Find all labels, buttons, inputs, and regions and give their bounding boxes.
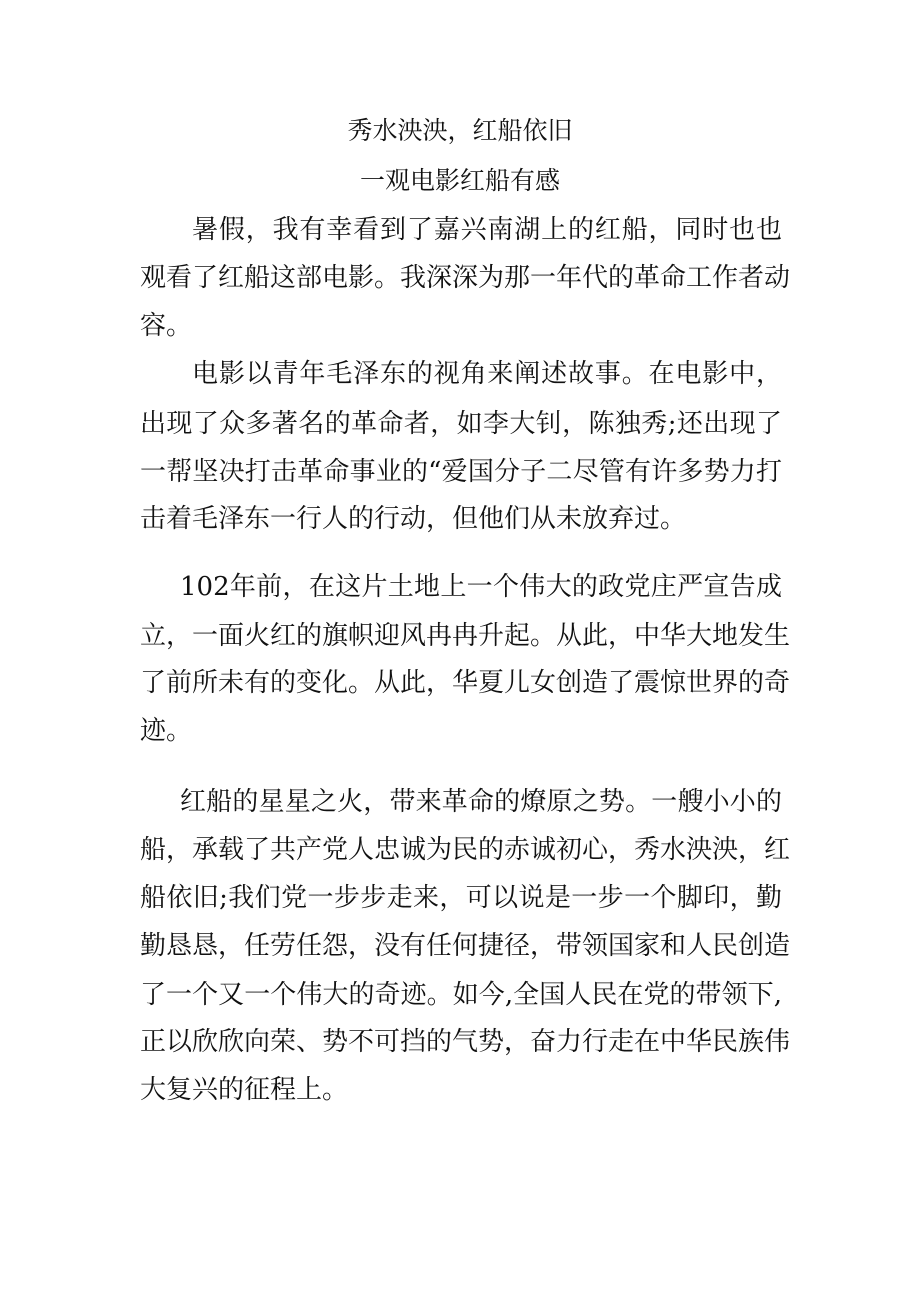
paragraph-line: 暑假，我有幸看到了嘉兴南湖上的红船，同时也也 xyxy=(192,215,782,245)
paragraph-line: 观看了红船这部电影。我深深为那一年代的革命工作者动 xyxy=(140,263,791,293)
paragraph-line: 大复兴的征程上。 xyxy=(140,1075,349,1105)
paragraph-line: 立，一面火红的旗帜迎风冉冉升起。从此，中华大地发生 xyxy=(140,621,791,651)
paragraph-line: 击着毛泽东一行人的行动，但他们从未放弃过。 xyxy=(140,504,687,534)
paragraph-line: 正以欣欣向荣、势不可挡的气势，奋力行走在中华民族伟 xyxy=(140,1027,791,1057)
paragraph-line: 了一个又一个伟大的奇迹。如今,全国人民在党的带领下, xyxy=(140,980,782,1010)
paragraph-line: 迹。 xyxy=(140,716,193,746)
paragraph-line: 一帮坚决打击革命事业的“爱国分子二尽管有许多势力打 xyxy=(140,457,782,487)
paragraph-line: 船依旧;我们党一步步走来，可以说是一步一个脚印，勤 xyxy=(140,883,782,913)
paragraph-line: 了前所未有的变化。从此，华夏儿女创造了震惊世界的奇 xyxy=(140,668,791,698)
document-title: 秀水泱泱，红船依旧 xyxy=(347,116,573,145)
paragraph-line: 勤恳恳，任劳任怨，没有任何捷径，带领国家和人民创造 xyxy=(140,931,791,961)
paragraph-line: 102年前，在这片土地上一个伟大的政党庄严宣告成 xyxy=(180,572,782,602)
paragraph-line: 出现了众多著名的革命者，如李大钊，陈独秀;还出现了 xyxy=(140,409,782,439)
paragraph-line: 船，承载了共产党人忠诚为民的赤诚初心，秀水泱泱，红 xyxy=(140,835,791,865)
document-subtitle: 一观电影红船有感 xyxy=(359,166,560,195)
paragraph-line: 容。 xyxy=(140,311,193,341)
paragraph-line: 电影以青年毛泽东的视角来阐述故事。在电影中， xyxy=(192,359,782,389)
paragraph-line: 红船的星星之火，带来革命的燎原之势。一艘小小的 xyxy=(180,787,782,817)
